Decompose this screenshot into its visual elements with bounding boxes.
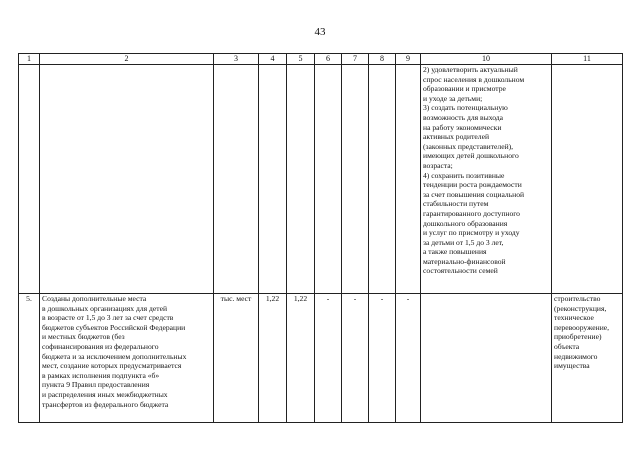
- expected-effects-cell: [421, 294, 552, 423]
- column-number-10: 10: [421, 54, 552, 65]
- cell-empty: [19, 65, 40, 294]
- column-number-row: [19, 54, 623, 65]
- value-cell-col7: -: [342, 294, 369, 423]
- expected-effects-cell: 2) удовлетворить актуальный спрос населения в дошкольном образовании и присмотре и уходе за детьми; 3) создать потенциальную возможность для выхода на работу экономически активных родителей (законных представителей), имеющих детей дошкольного возраста; 4) сохранить позитивные тенденции роста рождаемости за счет повышения социальной стабильности путем гарантированного доступного дошкольного образования и услуг по присмотру и уходу за детьми от 1,5 до 3 лет, а также повышения материально-финансовой состоятельности семей: [421, 65, 552, 294]
- unit-cell: тыс. мест: [214, 294, 259, 423]
- value-cell-col5: 1,22: [287, 294, 315, 423]
- characteristic-cell: строительство (реконструкция, техническое перевооружение, приобретение) объекта недвижимого имущества: [552, 294, 623, 423]
- cell-empty: [342, 65, 369, 294]
- cell-empty: [214, 65, 259, 294]
- column-number-4: 4: [259, 54, 287, 65]
- column-number-5: 5: [287, 54, 315, 65]
- column-number-11: 11: [552, 54, 623, 65]
- row-number-cell: 5.: [19, 294, 40, 423]
- result-description-cell: Созданы дополнительные места в дошкольных организациях для детей в возрасте от 1,5 до 3 лет за счет средств бюджетов субъектов Российской Федерации и местных бюджетов (без софинансирования из федерального бюджета и за исключением дополнительных мест, создание которых предусматривается в рамках исполнения подпункта «б» пункта 9 Правил предоставления и распределения иных межбюджетных трансфертов из федерального бюджета: [40, 294, 214, 423]
- column-number-9: 9: [396, 54, 421, 65]
- cell-empty: [287, 65, 315, 294]
- value-cell-col8: -: [369, 294, 396, 423]
- column-number-6: 6: [315, 54, 342, 65]
- value-cell-col9: -: [396, 294, 421, 423]
- cell-empty: [396, 65, 421, 294]
- column-number-7: 7: [342, 54, 369, 65]
- column-number-3: 3: [214, 54, 259, 65]
- cell-empty: [315, 65, 342, 294]
- table-row: [19, 65, 623, 294]
- cell-empty: [40, 65, 214, 294]
- table-row: [19, 294, 623, 423]
- column-number-8: 8: [369, 54, 396, 65]
- document-table: [18, 53, 623, 423]
- cell-empty: [259, 65, 287, 294]
- column-number-1: 1: [19, 54, 40, 65]
- column-number-2: 2: [40, 54, 214, 65]
- value-cell-col6: -: [315, 294, 342, 423]
- cell-empty: [552, 65, 623, 294]
- page-number: 43: [314, 26, 326, 38]
- value-cell-col4: 1,22: [259, 294, 287, 423]
- cell-empty: [369, 65, 396, 294]
